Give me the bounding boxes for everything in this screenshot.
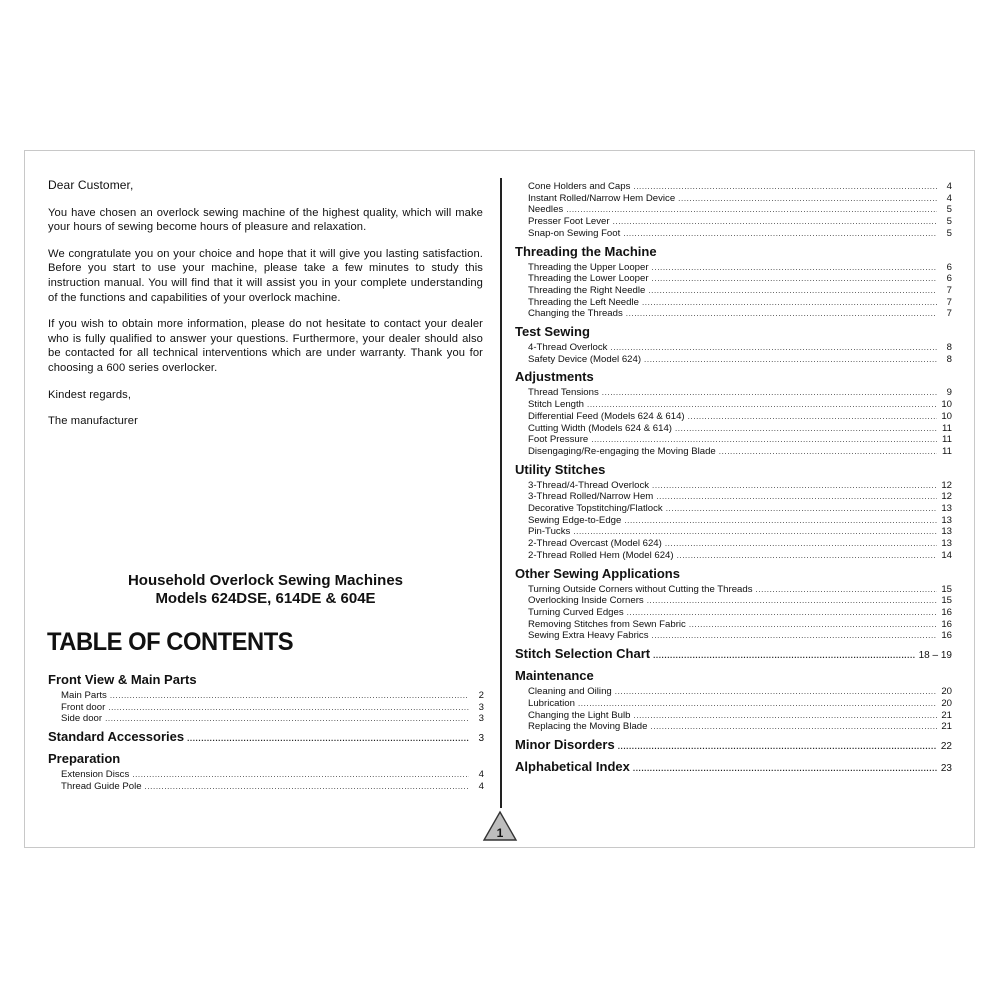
toc-entry-label: Cone Holders and Caps: [528, 181, 631, 192]
toc-page-number: 5: [946, 227, 952, 239]
toc-page-number: 4: [478, 780, 484, 792]
toc-entry: [515, 285, 952, 297]
dot-leader: [578, 698, 937, 710]
dot-leader: [633, 181, 937, 193]
toc-entry-label: Sewing Extra Heavy Fabrics: [528, 630, 649, 642]
dot-leader: [591, 434, 937, 446]
toc-page-number: 21: [941, 709, 952, 721]
dot-leader: [566, 204, 937, 216]
toc-entry: [515, 411, 952, 423]
dot-leader: [132, 769, 469, 781]
letter-paragraph: You have chosen an overlock sewing machine of the highest quality, which will make your hours of sewing become hours of pleasure and relaxation.: [48, 206, 483, 234]
toc-entry-label: Safety Device (Model 624): [528, 353, 642, 365]
toc-entry: [48, 769, 484, 781]
toc-section: [515, 668, 952, 684]
toc-section: [515, 462, 952, 478]
toc-page-number: 5: [946, 204, 952, 216]
toc-section: [515, 369, 952, 385]
toc-section: [515, 646, 952, 664]
toc-page-number: 8: [946, 353, 952, 365]
toc-section-title: Test Sewing: [515, 324, 590, 340]
toc-entry-label: Sewing Edge-to-Edge: [528, 514, 622, 526]
toc-entry-label: Extension Discs: [61, 769, 130, 781]
toc-entry: [515, 584, 952, 596]
toc-page-number: 14: [941, 549, 952, 561]
toc-entry-label: Threading the Left Needle: [528, 296, 639, 308]
toc-section-title: Utility Stitches: [515, 461, 606, 477]
toc-section: [515, 737, 952, 755]
toc-section: [515, 244, 952, 260]
toc-entry-label: Front door: [61, 701, 106, 713]
toc-entry: [515, 721, 952, 733]
page-number-badge: [482, 810, 518, 842]
toc-entry-label: Thread Guide Pole: [61, 780, 142, 792]
toc-entry: [515, 446, 952, 458]
dot-leader: [615, 686, 937, 698]
toc-entry: [515, 342, 952, 354]
toc-entry-label: Removing Stitches from Sewn Fabric: [528, 618, 686, 630]
toc-page-number: 13: [941, 526, 952, 538]
toc-page-number: 20: [941, 697, 952, 709]
toc-page-number: 18 – 19: [918, 650, 952, 662]
toc-entry: [515, 273, 952, 285]
toc-entry-label: Threading the Lower Looper: [528, 273, 649, 285]
toc-entry-label: Disengaging/Re-engaging the Moving Blade: [528, 445, 716, 457]
toc-page-number: 16: [941, 618, 952, 630]
toc-page-number: 11: [942, 434, 952, 446]
toc-entry: [515, 710, 952, 722]
toc-entry: [515, 308, 952, 320]
toc-page-number: 13: [941, 538, 952, 550]
toc-page-number: 11: [942, 422, 952, 434]
toc-page-number: 23: [940, 762, 952, 774]
toc-entry-label: Needles: [528, 204, 564, 216]
toc-entry-label: Instant Rolled/Narrow Hem Device: [528, 192, 676, 204]
toc-entry: [515, 607, 952, 619]
toc-entry-label: Turning Outside Corners without Cutting the Threads: [528, 583, 753, 595]
toc-entry: [48, 702, 484, 714]
dot-leader: [656, 491, 937, 503]
toc-entry-label: Changing the Threads: [528, 308, 623, 320]
letter-paragraph: If you wish to obtain more information, please do not hesitate to contact your dealer who is fully qualified to answer your questions. Furthermore, your dealer should also be contacted for all technical interventions which are under warranty. Thank you for choosing a 600 series overlocker.: [48, 318, 483, 374]
toc-entry-label: Pin-Tucks: [528, 526, 571, 538]
toc-page-number: 3: [478, 733, 484, 745]
toc-page-number: 22: [940, 740, 952, 752]
toc-section: [515, 759, 952, 777]
dot-leader: [689, 619, 937, 631]
dot-leader: [652, 262, 937, 274]
toc-entry-label: Changing the Light Bulb: [528, 709, 631, 721]
toc-page-number: 10: [941, 399, 952, 411]
dot-leader: [647, 595, 937, 607]
toc-page-number: 13: [941, 503, 952, 515]
toc-section-title: Standard Accessories: [48, 729, 185, 745]
letter-signature: The manufacturer: [48, 415, 138, 428]
toc-entry-label: Decorative Topstitching/Flatlock: [528, 503, 663, 515]
dot-leader: [666, 503, 937, 515]
toc-entry-label: 3-Thread/4-Thread Overlock: [528, 479, 650, 491]
toc-page-number: 7: [946, 296, 952, 308]
toc-page-number: 7: [946, 308, 952, 320]
toc-entry: [515, 399, 952, 411]
model-heading: [48, 572, 483, 608]
toc-page-number: 8: [946, 342, 952, 354]
toc-entry-label: Thread Tensions: [528, 387, 599, 399]
toc-entry-label: Turning Curved Edges: [528, 606, 624, 618]
toc-entry: [515, 538, 952, 550]
toc-section-title: Other Sewing Applications: [515, 565, 680, 581]
toc-entry: [515, 630, 952, 642]
toc-page-number: 13: [941, 514, 952, 526]
toc-entry: [515, 354, 952, 366]
toc-page-number: 15: [941, 595, 952, 607]
toc-entry: [515, 193, 952, 205]
customer-letter: [48, 178, 483, 441]
toc-page-number: 9: [946, 387, 952, 399]
letter-greeting: Dear Customer,: [48, 178, 134, 192]
toc-entry: [515, 181, 952, 193]
toc-entry-label: Side door: [61, 713, 103, 725]
dot-leader: [618, 739, 937, 755]
toc-page-number: 2: [478, 690, 484, 701]
center-divider: [500, 178, 502, 808]
toc-entry: [515, 619, 952, 631]
toc-entry-label: 2-Thread Overcast (Model 624): [528, 538, 662, 550]
toc-entry-label: Main Parts: [61, 690, 107, 701]
toc-entry: [515, 387, 952, 399]
toc-page-number: 12: [941, 479, 952, 491]
toc-entry-label: Differential Feed (Models 624 & 614): [528, 410, 685, 422]
toc-section: [48, 751, 484, 767]
toc-entry: [515, 526, 952, 538]
dot-leader: [623, 228, 937, 240]
dot-leader: [624, 515, 937, 527]
toc-entry: [515, 503, 952, 515]
toc-page-number: 4: [946, 181, 952, 192]
toc-section-title: Threading the Machine: [515, 243, 657, 259]
toc-entry: [515, 491, 952, 503]
dot-leader: [627, 607, 937, 619]
dot-leader: [108, 702, 469, 714]
toc-page-number: 10: [941, 410, 952, 422]
toc-entry: [515, 423, 952, 435]
dot-leader: [613, 216, 937, 228]
toc-page-number: 6: [946, 261, 952, 273]
toc-page-number: 3: [478, 713, 484, 725]
model-heading-line2: Models 624DSE, 614DE & 604E: [155, 590, 376, 607]
toc-entry: [515, 434, 952, 446]
dot-leader: [642, 297, 937, 309]
toc-entry-label: Snap-on Sewing Foot: [528, 227, 621, 239]
toc-section-title: Maintenance: [515, 668, 594, 684]
toc-page-number: 3: [478, 701, 484, 713]
toc-entry: [515, 595, 952, 607]
toc-entry: [515, 550, 952, 562]
dot-leader: [626, 308, 937, 320]
dot-leader: [633, 761, 937, 777]
toc-title: TABLE OF CONTENTS: [47, 628, 294, 656]
dot-leader: [650, 721, 937, 733]
toc-entry-label: 4-Thread Overlock: [528, 342, 608, 354]
toc-page-number: 7: [946, 284, 952, 296]
toc-page-number: 5: [946, 216, 952, 228]
toc-entry: [48, 713, 484, 725]
dot-leader: [633, 710, 937, 722]
toc-entry-label: Foot Pressure: [528, 434, 589, 446]
dot-leader: [587, 399, 937, 411]
dot-leader: [675, 423, 937, 435]
model-heading-line1: Household Overlock Sewing Machines: [127, 572, 404, 589]
dot-leader: [653, 648, 916, 664]
toc-entry-label: Threading the Right Needle: [528, 284, 646, 296]
toc-section-title: Stitch Selection Chart: [515, 646, 651, 662]
toc-page-number: 15: [941, 583, 952, 595]
toc-section-title: Adjustments: [515, 369, 594, 385]
toc-entry: [515, 297, 952, 309]
letter-paragraph: We congratulate you on your choice and hope that it will give you lasting satisfaction. Before you start to use your machine, please take a few minutes to study this instruction manual. You will find that it will assist you in your complete understanding of the functions and capabilities of your overlock machine.: [48, 247, 483, 304]
toc-section-title: Front View & Main Parts: [48, 672, 197, 687]
dot-leader: [756, 584, 937, 596]
toc-section: [48, 729, 484, 747]
toc-page-number: 21: [941, 721, 952, 733]
toc-section-title: Preparation: [48, 751, 121, 767]
dot-leader: [688, 411, 937, 423]
toc-page-number: 4: [478, 769, 484, 781]
toc-section-title: Minor Disorders: [515, 736, 615, 752]
toc-entry-label: Cleaning and Oiling: [528, 686, 612, 698]
toc-entry: [515, 698, 952, 710]
toc-entry-label: 2-Thread Rolled Hem (Model 624): [528, 549, 674, 561]
toc-page-number: 12: [941, 491, 952, 503]
dot-leader: [644, 354, 937, 366]
toc-section: [515, 324, 952, 340]
dot-leader: [110, 690, 469, 702]
dot-leader: [648, 285, 937, 297]
toc-section-title: Alphabetical Index: [515, 758, 630, 774]
toc-entry-label: 3-Thread Rolled/Narrow Hem: [528, 491, 654, 503]
dot-leader: [652, 630, 938, 642]
toc-entry: [515, 216, 952, 228]
toc-entry-label: Presser Foot Lever: [528, 216, 610, 228]
toc-entry-label: Cutting Width (Models 624 & 614): [528, 422, 672, 434]
toc-section: [48, 672, 484, 688]
toc-page-number: 6: [946, 273, 952, 285]
dot-leader: [187, 731, 469, 747]
toc-entry: [48, 690, 484, 702]
toc-entry-label: Replacing the Moving Blade: [528, 721, 648, 733]
dot-leader: [610, 342, 937, 354]
toc-page-number: 16: [941, 606, 952, 618]
dot-leader: [652, 273, 937, 285]
toc-entry: [515, 228, 952, 240]
toc-entry: [515, 262, 952, 274]
toc-page-number: 20: [941, 686, 952, 698]
dot-leader: [719, 446, 937, 458]
toc-entry-label: Overlocking Inside Corners: [528, 595, 644, 607]
dot-leader: [677, 550, 937, 562]
toc-entry-label: Stitch Length: [528, 399, 585, 411]
letter-closing: Kindest regards,: [48, 388, 132, 401]
toc-entry: [515, 204, 952, 216]
dot-leader: [573, 526, 937, 538]
toc-entry: [515, 686, 952, 698]
dot-leader: [105, 713, 469, 725]
toc-left-column: [48, 668, 484, 793]
page-number: 1: [496, 826, 504, 840]
dot-leader: [602, 387, 937, 399]
toc-section: [515, 566, 952, 582]
dot-leader: [652, 480, 937, 492]
toc-page-number: 16: [941, 630, 952, 642]
dot-leader: [665, 538, 937, 550]
toc-entry: [515, 480, 952, 492]
dot-leader: [145, 781, 469, 793]
dot-leader: [678, 193, 937, 205]
toc-right-column: [515, 181, 952, 779]
toc-entry: [48, 781, 484, 793]
toc-entry-label: Lubrication: [528, 697, 575, 709]
toc-entry: [515, 515, 952, 527]
toc-page-number: 11: [942, 445, 952, 457]
toc-page-number: 4: [946, 192, 952, 204]
toc-entry-label: Threading the Upper Looper: [528, 261, 649, 273]
